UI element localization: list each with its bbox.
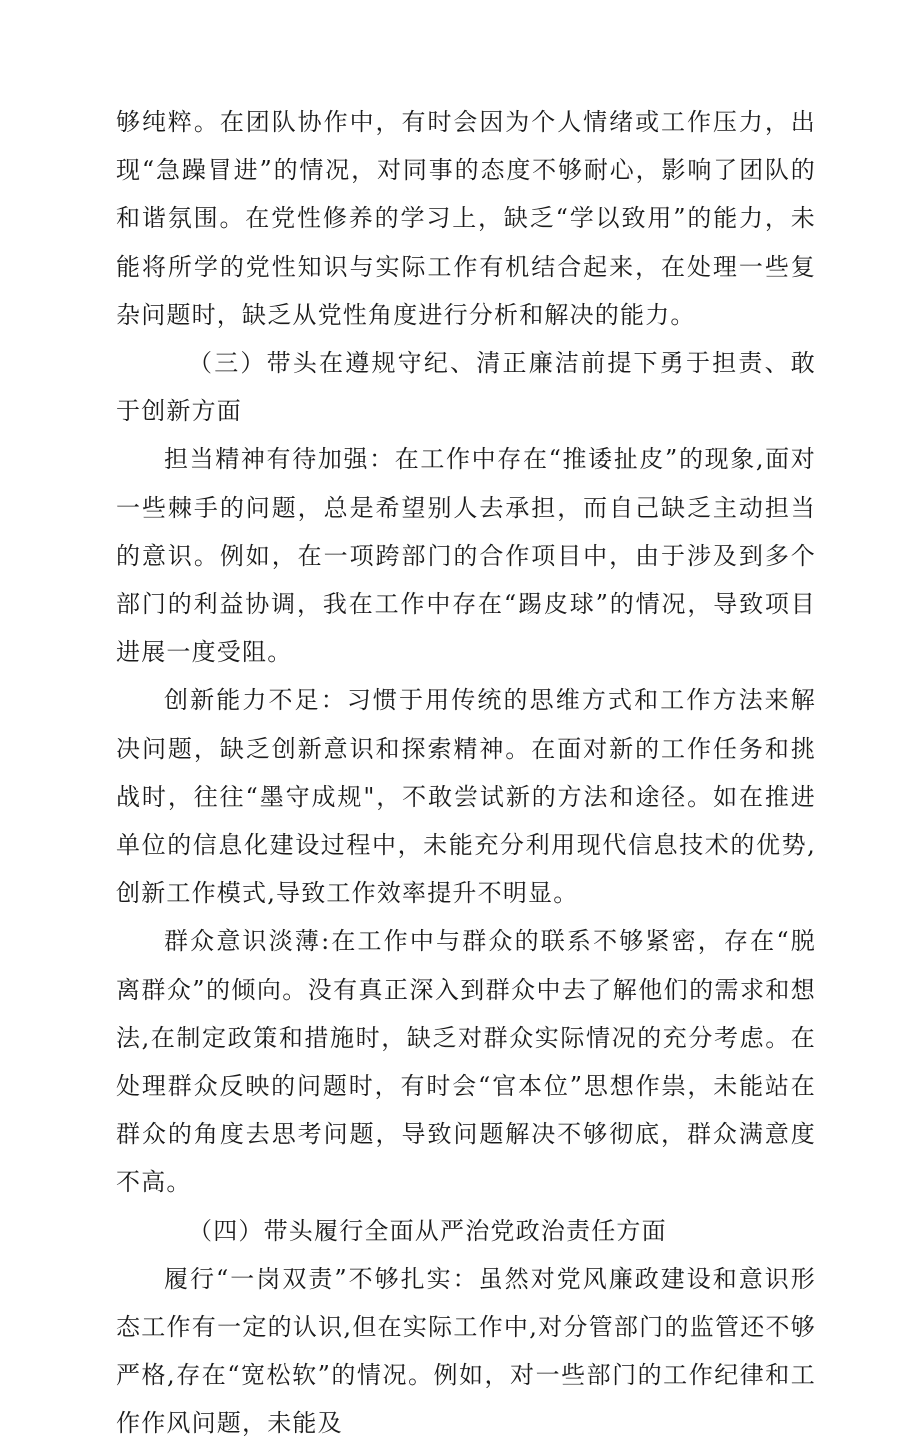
document-body bbox=[116, 98, 816, 1448]
paragraph-masses: 群众意识淡薄:在工作中与群众的联系不够紧密，存在“脱离群众”的倾向。没有真正深入到群众中去了解他们的需求和想法,在制定政策和措施时，缺乏对群众实际情况的充分考虑。在处理群众反映的问题时，有时会“官本位”思想作祟，未能站在群众的角度去思考问题，导致问题解决不够彻底，群众满意度不高。 bbox=[116, 927, 816, 1197]
paragraph-dual-duty: 履行“一岗双责”不够扎实：虽然对党风廉政建设和意识形态工作有一定的认识,但在实际工作中,对分管部门的监管还不够严格,存在“宽松软”的情况。例如，对一些部门的工作纪律和工作作风问题，未能及 bbox=[116, 1264, 816, 1438]
section-heading-3: （三）带头在遵规守纪、清正廉洁前提下勇于担责、敢于创新方面 bbox=[116, 349, 816, 426]
paragraph-responsibility: 担当精神有待加强：在工作中存在“推诿扯皮”的现象,面对一些棘手的问题，总是希望别人去承担，而自己缺乏主动担当的意识。例如，在一项跨部门的合作项目中，由于涉及到多个部门的利益协调，我在工作中存在“踢皮球”的情况，导致项目进展一度受阻。 bbox=[116, 445, 816, 667]
section-heading-4: （四）带头履行全面从严治党政治责任方面 bbox=[188, 1216, 667, 1245]
paragraph-innovation: 创新能力不足：习惯于用传统的思维方式和工作方法来解决问题，缺乏创新意识和探索精神。在面对新的工作任务和挑战时，往往“墨守成规"，不敢尝试新的方法和途径。如在推进单位的信息化建设过程中，未能充分利用现代信息技术的优势,创新工作模式,导致工作效率提升不明显。 bbox=[116, 686, 816, 908]
paragraph-continuation: 够纯粹。在团队协作中，有时会因为个人情绪或工作压力，出现“急躁冒进”的情况，对同事的态度不够耐心，影响了团队的和谐氛围。在党性修养的学习上，缺乏“学以致用”的能力，未能将所学的党性知识与实际工作有机结合起来，在处理一些复杂问题时，缺乏从党性角度进行分析和解决的能力。 bbox=[116, 108, 816, 329]
